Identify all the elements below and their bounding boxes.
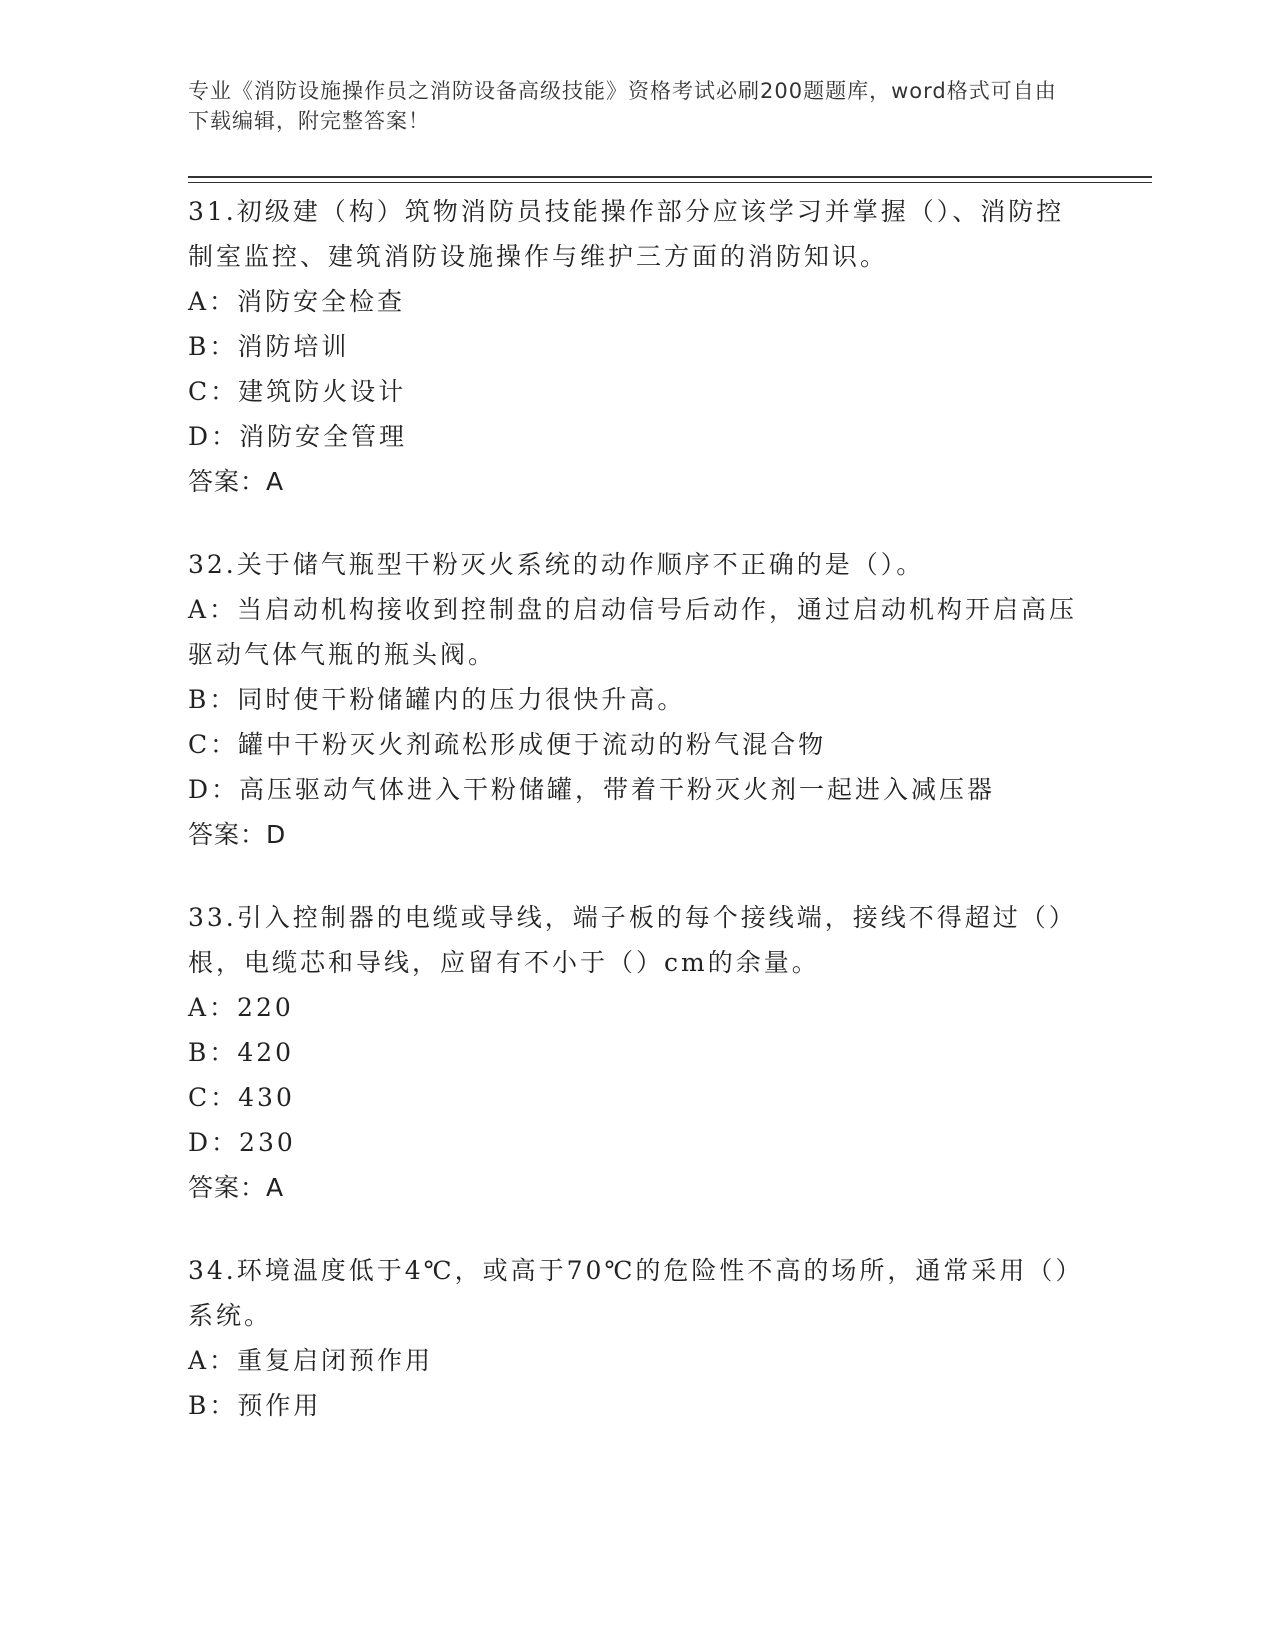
question-31 bbox=[188, 189, 1088, 504]
option-a: A：消防安全检查 bbox=[188, 287, 406, 316]
answer-text: 答案：A bbox=[188, 1173, 285, 1202]
option-b: B：420 bbox=[188, 1038, 295, 1067]
header-divider-thin bbox=[188, 182, 1152, 183]
question-32 bbox=[188, 542, 1088, 857]
question-33 bbox=[188, 895, 1088, 1210]
option-a: A：当启动机构接收到控制盘的启动信号后动作，通过启动机构开启高压驱动气体气瓶的瓶头阀。 bbox=[188, 595, 1078, 669]
question-text: 31.初级建（构）筑物消防员技能操作部分应该学习并掌握（）、消防控制室监控、建筑消防设施操作与维护三方面的消防知识。 bbox=[188, 197, 1065, 271]
option-d: D：消防安全管理 bbox=[188, 422, 408, 451]
answer-text: 答案：D bbox=[188, 820, 287, 849]
option-d: D：高压驱动气体进入干粉储罐，带着干粉灭火剂一起进入减压器 bbox=[188, 775, 996, 804]
document-header: 专业《消防设施操作员之消防设备高级技能》资格考试必刷200题题库，word格式可自由下载编辑，附完整答案！ bbox=[188, 79, 1057, 133]
option-b: B：同时使干粉储罐内的压力很快升高。 bbox=[188, 685, 686, 714]
header-divider-thick bbox=[188, 176, 1152, 178]
question-text: 34.环境温度低于4℃，或高于70℃的危险性不高的场所，通常采用（）系统。 bbox=[188, 1256, 1071, 1330]
option-d: D：230 bbox=[188, 1128, 296, 1157]
option-c: C：建筑防火设计 bbox=[188, 377, 407, 406]
option-a: A：重复启闭预作用 bbox=[188, 1346, 434, 1375]
option-a: A：220 bbox=[188, 993, 294, 1022]
option-b: B：消防培训 bbox=[188, 332, 350, 361]
question-text: 32.关于储气瓶型干粉灭火系统的动作顺序不正确的是（）。 bbox=[188, 550, 925, 579]
option-c: C：430 bbox=[188, 1083, 295, 1112]
option-b: B：预作用 bbox=[188, 1391, 322, 1420]
answer-text: 答案：A bbox=[188, 467, 285, 496]
question-text: 33.引入控制器的电缆或导线，端子板的每个接线端，接线不得超过（）根，电缆芯和导线，应留有不小于（）cm的余量。 bbox=[188, 903, 1077, 977]
question-34 bbox=[188, 1248, 1088, 1428]
question-list bbox=[188, 189, 1088, 1466]
option-c: C：罐中干粉灭火剂疏松形成便于流动的粉气混合物 bbox=[188, 730, 827, 759]
